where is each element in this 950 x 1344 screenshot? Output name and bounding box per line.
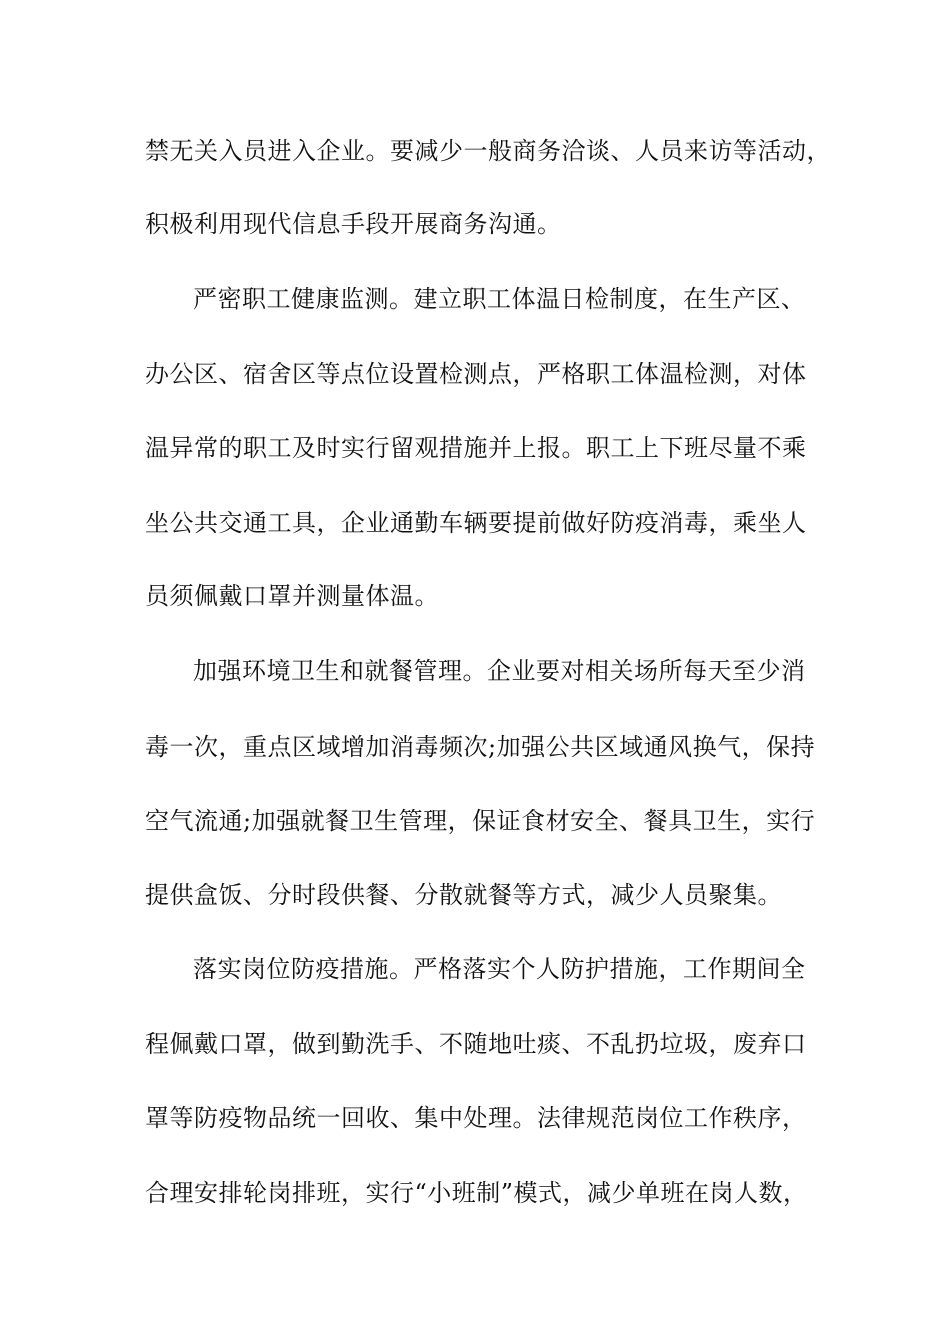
text-line-1: 禁无关入员进入企业。要减少一般商务洽谈、人员来访等活动，: [145, 137, 831, 165]
text-line-6: 坐公共交通工具，企业通勤车辆要提前做好防疫消毒，乘坐人: [145, 509, 807, 537]
text-line-9: 毒一次，重点区域增加消毒频次;加强公共区域通风换气，保持: [145, 733, 816, 761]
text-line-10: 空气流通;加强就餐卫生管理，保证食材安全、餐具卫生，实行: [145, 807, 816, 835]
text-line-7: 员须佩戴口罩并测量体温。: [145, 582, 439, 610]
text-line-4: 办公区、宿舍区等点位设置检测点，严格职工体温检测，对体: [145, 360, 807, 388]
text-line-5: 温异常的职工及时实行留观措施并上报。职工上下班尽量不乘: [145, 434, 807, 462]
text-line-15: 合理安排轮岗排班，实行“小班制”模式，减少单班在岗人数，: [145, 1179, 808, 1207]
text-line-11: 提供盒饭、分时段供餐、分散就餐等方式，减少人员聚集。: [145, 881, 782, 909]
paragraph-start-post-measures: 落实岗位防疫措施。严格落实个人防护措施，工作期间全: [193, 955, 806, 983]
paragraph-start-health-monitoring: 严密职工健康监测。建立职工体温日检制度，在生产区、: [193, 285, 806, 313]
text-line-2: 积极利用现代信息手段开展商务沟通。: [145, 210, 562, 238]
text-line-14: 罩等防疫物品统一回收、集中处理。法律规范岗位工作秩序，: [145, 1104, 807, 1132]
paragraph-start-hygiene-dining: 加强环境卫生和就餐管理。企业要对相关场所每天至少消: [193, 657, 806, 685]
text-line-13: 程佩戴口罩，做到勤洗手、不随地吐痰、不乱扔垃圾，废弃口: [145, 1030, 807, 1058]
